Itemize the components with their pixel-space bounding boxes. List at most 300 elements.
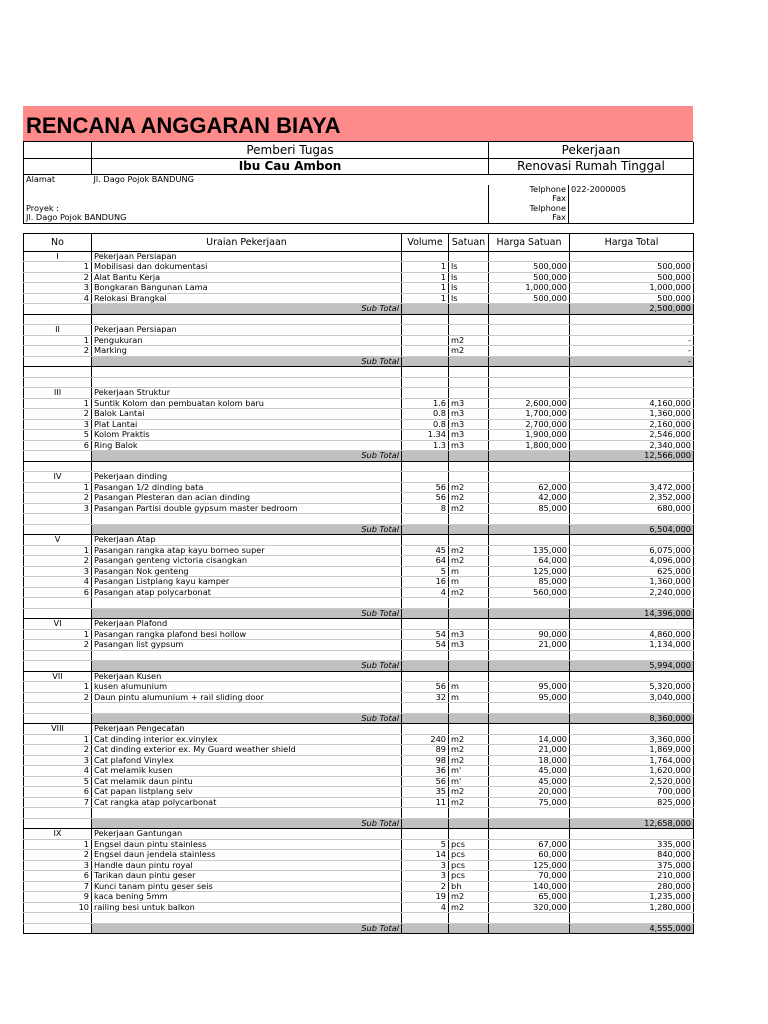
table-row — [24, 440, 694, 451]
cell-satuan — [449, 713, 489, 724]
item-harga-total: 2,546,000 — [570, 430, 694, 441]
empty-cell — [402, 598, 449, 609]
item-harga-satuan: 45,000 — [489, 766, 570, 777]
empty-cell — [24, 314, 92, 325]
cell-volume — [402, 251, 449, 262]
section-row — [24, 388, 694, 399]
item-harga-total: 500,000 — [570, 262, 694, 273]
item-harga-total: 1,235,000 — [570, 892, 694, 903]
item-volume: 54 — [402, 629, 449, 640]
item-description: Relokasi Brangkal — [92, 293, 402, 304]
cell-harga-satuan — [489, 325, 570, 336]
item-description: Daun pintu alumunium + rail sliding door — [92, 692, 402, 703]
item-description: Pasangan Partisi double gypsum master bedroom — [92, 503, 402, 514]
empty-cell — [92, 377, 402, 388]
empty-cell — [489, 377, 570, 388]
item-harga-total: 3,472,000 — [570, 482, 694, 493]
cell-no — [24, 818, 92, 829]
table-row — [24, 860, 694, 871]
item-harga-total: 280,000 — [570, 881, 694, 892]
item-satuan: m3 — [449, 640, 489, 651]
item-description: Pasangan Nok genteng — [92, 566, 402, 577]
item-satuan: m' — [449, 766, 489, 777]
item-description: Plat Lantai — [92, 419, 402, 430]
cell-no — [24, 923, 92, 934]
cell-harga-satuan — [489, 661, 570, 672]
item-satuan: m2 — [449, 734, 489, 745]
item-harga-total: 500,000 — [570, 272, 694, 283]
item-description: Pasangan Listplang kayu kamper — [92, 577, 402, 588]
empty-cell — [92, 598, 402, 609]
cell-harga-total — [570, 619, 694, 630]
item-volume — [402, 346, 449, 357]
telphone-label-2: Telphone — [489, 204, 569, 214]
table-row — [24, 629, 694, 640]
item-satuan: m2 — [449, 787, 489, 798]
item-volume: 35 — [402, 787, 449, 798]
subtotal-label: Sub Total — [92, 524, 402, 535]
cell-volume — [402, 535, 449, 546]
subtotal-row — [24, 608, 694, 619]
item-satuan: m3 — [449, 409, 489, 420]
item-satuan: pcs — [449, 850, 489, 861]
cell-harga-satuan — [489, 619, 570, 630]
item-harga-total: 1,360,000 — [570, 409, 694, 420]
cell-harga-satuan — [489, 524, 570, 535]
item-description: Pasangan Plesteran dan acian dinding — [92, 493, 402, 504]
item-harga-total: - — [570, 335, 694, 346]
item-number: 2 — [24, 556, 92, 567]
cell-harga-satuan — [489, 304, 570, 315]
empty-cell — [92, 514, 402, 525]
blank-row — [24, 808, 694, 819]
item-number: 3 — [24, 283, 92, 294]
item-harga-satuan: 67,000 — [489, 839, 570, 850]
section-number: IV — [24, 472, 92, 483]
item-number: 2 — [24, 745, 92, 756]
empty-cell — [489, 598, 570, 609]
cell-satuan — [449, 671, 489, 682]
item-volume: 98 — [402, 755, 449, 766]
item-number: 7 — [24, 881, 92, 892]
cell-harga-total — [570, 724, 694, 735]
item-harga-satuan: 85,000 — [489, 577, 570, 588]
item-volume: 14 — [402, 850, 449, 861]
empty-cell — [449, 650, 489, 661]
table-row — [24, 850, 694, 861]
item-satuan: m2 — [449, 482, 489, 493]
budget-table — [23, 233, 694, 935]
table-row — [24, 283, 694, 294]
item-number: 1 — [24, 839, 92, 850]
item-satuan: m2 — [449, 902, 489, 913]
table-row — [24, 755, 694, 766]
cell-harga-total — [570, 829, 694, 840]
item-harga-satuan: 1,700,000 — [489, 409, 570, 420]
item-harga-total: 625,000 — [570, 566, 694, 577]
table-row — [24, 776, 694, 787]
item-satuan: m2 — [449, 755, 489, 766]
cell-volume — [402, 661, 449, 672]
empty-cell — [570, 913, 694, 924]
table-row — [24, 787, 694, 798]
item-description: Cat melamik daun pintu — [92, 776, 402, 787]
cell-harga-satuan — [489, 251, 570, 262]
item-number: 6 — [24, 871, 92, 882]
budget-document — [23, 106, 693, 934]
item-harga-satuan: 1,000,000 — [489, 283, 570, 294]
item-number: 2 — [24, 409, 92, 420]
table-row — [24, 577, 694, 588]
subtotal-label: Sub Total — [92, 356, 402, 367]
subtotal-value: 2,500,000 — [570, 304, 694, 315]
section-title: Pekerjaan Persiapan — [92, 325, 402, 336]
item-description: Pasangan 1/2 dinding bata — [92, 482, 402, 493]
empty-cell — [489, 703, 570, 714]
item-satuan: m2 — [449, 346, 489, 357]
item-description: Marking — [92, 346, 402, 357]
cell-harga-total — [570, 472, 694, 483]
subtotal-label: Sub Total — [92, 923, 402, 934]
item-harga-satuan: 500,000 — [489, 293, 570, 304]
item-volume: 16 — [402, 577, 449, 588]
blank-row — [24, 377, 694, 388]
subtotal-label: Sub Total — [92, 713, 402, 724]
item-satuan: m3 — [449, 430, 489, 441]
item-description: Suntik Kolom dan pembuatan kolom baru — [92, 398, 402, 409]
cell-satuan — [449, 524, 489, 535]
item-harga-satuan: 125,000 — [489, 860, 570, 871]
subtotal-row — [24, 661, 694, 672]
section-title: Pekerjaan Persiapan — [92, 251, 402, 262]
item-volume: 2 — [402, 881, 449, 892]
cell-harga-satuan — [489, 829, 570, 840]
section-number: VII — [24, 671, 92, 682]
item-number: 2 — [24, 850, 92, 861]
item-harga-satuan: 2,600,000 — [489, 398, 570, 409]
item-harga-total: 700,000 — [570, 787, 694, 798]
fax-label-2: Fax — [489, 213, 569, 223]
empty-cell — [570, 314, 694, 325]
item-harga-satuan: 75,000 — [489, 797, 570, 808]
item-harga-satuan: 45,000 — [489, 776, 570, 787]
cell-volume — [402, 619, 449, 630]
document-title: RENCANA ANGGARAN BIAYA — [23, 106, 693, 142]
empty-cell — [449, 314, 489, 325]
section-number: V — [24, 535, 92, 546]
item-volume: 56 — [402, 482, 449, 493]
empty-cell — [570, 703, 694, 714]
table-row — [24, 682, 694, 693]
item-volume: 0.8 — [402, 409, 449, 420]
project-info-table — [23, 142, 694, 224]
table-row — [24, 272, 694, 283]
item-harga-satuan: 62,000 — [489, 482, 570, 493]
table-row — [24, 482, 694, 493]
subtotal-value: - — [570, 356, 694, 367]
item-description: Kolom Praktis — [92, 430, 402, 441]
item-satuan: m — [449, 682, 489, 693]
item-number: 5 — [24, 430, 92, 441]
subtotal-label: Sub Total — [92, 451, 402, 462]
cell-no — [24, 304, 92, 315]
item-harga-satuan: 60,000 — [489, 850, 570, 861]
item-description: Cat dinding exterior ex. My Guard weather shield — [92, 745, 402, 756]
item-harga-satuan: 90,000 — [489, 629, 570, 640]
proyek-value: Jl. Dago Pojok BANDUNG — [24, 213, 489, 223]
col-header-harga-total: Harga Total — [570, 233, 694, 251]
item-description: Cat papan listplang seiv — [92, 787, 402, 798]
empty-cell — [24, 598, 92, 609]
cell-satuan — [449, 388, 489, 399]
item-description: Pasangan list gypsum — [92, 640, 402, 651]
item-description: Kunci tanam pintu geser seis — [92, 881, 402, 892]
table-row — [24, 640, 694, 651]
col-header-uraian: Uraian Pekerjaan — [92, 233, 402, 251]
section-number: I — [24, 251, 92, 262]
pekerjaan-label: Pekerjaan — [489, 142, 694, 159]
item-harga-total: 6,075,000 — [570, 545, 694, 556]
empty-cell — [449, 514, 489, 525]
item-harga-total: 1,620,000 — [570, 766, 694, 777]
item-description: kaca bening 5mm — [92, 892, 402, 903]
item-description: railing besi untuk balkon — [92, 902, 402, 913]
item-description: kusen alumunium — [92, 682, 402, 693]
empty-cell — [402, 377, 449, 388]
cell-satuan — [449, 829, 489, 840]
empty-cell — [570, 367, 694, 378]
empty-cell — [489, 913, 570, 924]
item-harga-total: 3,040,000 — [570, 692, 694, 703]
section-number: VI — [24, 619, 92, 630]
item-volume: 8 — [402, 503, 449, 514]
item-description: Cat plafond Vinylex — [92, 755, 402, 766]
item-volume: 32 — [402, 692, 449, 703]
item-volume: 1 — [402, 293, 449, 304]
cell-harga-satuan — [489, 535, 570, 546]
item-volume: 1.6 — [402, 398, 449, 409]
telphone-value: 022-2000005 — [571, 184, 627, 194]
empty-cell — [489, 461, 570, 472]
item-number: 1 — [24, 335, 92, 346]
item-harga-total: 2,240,000 — [570, 587, 694, 598]
empty-cell — [24, 461, 92, 472]
cell-no — [24, 451, 92, 462]
item-satuan: pcs — [449, 871, 489, 882]
item-description: Ring Balok — [92, 440, 402, 451]
table-row — [24, 871, 694, 882]
item-description: Handle daun pintu royal — [92, 860, 402, 871]
item-volume: 45 — [402, 545, 449, 556]
item-harga-satuan — [489, 335, 570, 346]
cell-satuan — [449, 535, 489, 546]
item-volume: 1 — [402, 272, 449, 283]
col-header-volume: Volume — [402, 233, 449, 251]
cell-harga-total — [570, 251, 694, 262]
item-number: 7 — [24, 797, 92, 808]
subtotal-row — [24, 451, 694, 462]
item-description: Alat Bantu Kerja — [92, 272, 402, 283]
item-harga-total: 375,000 — [570, 860, 694, 871]
empty-cell — [92, 367, 402, 378]
subtotal-value: 4,555,000 — [570, 923, 694, 934]
item-number: 4 — [24, 766, 92, 777]
subtotal-label: Sub Total — [92, 608, 402, 619]
blank-row — [24, 650, 694, 661]
item-satuan: bh — [449, 881, 489, 892]
cell-volume — [402, 524, 449, 535]
item-harga-total: 4,096,000 — [570, 556, 694, 567]
empty-cell — [92, 461, 402, 472]
cell-harga-satuan — [489, 713, 570, 724]
section-row — [24, 472, 694, 483]
item-harga-satuan: 21,000 — [489, 745, 570, 756]
item-description: Engsel daun pintu stainless — [92, 839, 402, 850]
item-volume: 3 — [402, 871, 449, 882]
subtotal-row — [24, 923, 694, 934]
item-harga-satuan: 14,000 — [489, 734, 570, 745]
item-satuan: pcs — [449, 860, 489, 871]
table-row — [24, 346, 694, 357]
subtotal-row — [24, 356, 694, 367]
cell-satuan — [449, 356, 489, 367]
cell-harga-total — [570, 671, 694, 682]
section-row — [24, 325, 694, 336]
section-row — [24, 619, 694, 630]
item-number: 1 — [24, 262, 92, 273]
item-harga-total: 500,000 — [570, 293, 694, 304]
table-row — [24, 493, 694, 504]
item-number: 6 — [24, 587, 92, 598]
item-volume: 1 — [402, 283, 449, 294]
item-satuan: m3 — [449, 419, 489, 430]
cell-volume — [402, 671, 449, 682]
item-satuan: ls — [449, 262, 489, 273]
item-harga-total: 1,869,000 — [570, 745, 694, 756]
empty-cell — [402, 808, 449, 819]
item-volume: 1.34 — [402, 430, 449, 441]
item-number: 1 — [24, 682, 92, 693]
item-harga-satuan: 65,000 — [489, 892, 570, 903]
item-harga-satuan: 500,000 — [489, 272, 570, 283]
cell-volume — [402, 608, 449, 619]
item-description: Balok Lantai — [92, 409, 402, 420]
table-row — [24, 430, 694, 441]
cell-harga-satuan — [489, 608, 570, 619]
cell-satuan — [449, 923, 489, 934]
item-harga-satuan: 20,000 — [489, 787, 570, 798]
item-volume: 1 — [402, 262, 449, 273]
item-harga-total: 1,134,000 — [570, 640, 694, 651]
cell-volume — [402, 713, 449, 724]
item-satuan: m2 — [449, 493, 489, 504]
blank-row — [24, 314, 694, 325]
item-harga-satuan: 125,000 — [489, 566, 570, 577]
empty-cell — [24, 514, 92, 525]
item-satuan: m3 — [449, 440, 489, 451]
table-row — [24, 892, 694, 903]
section-number: III — [24, 388, 92, 399]
item-satuan: ls — [449, 283, 489, 294]
item-volume: 5 — [402, 839, 449, 850]
col-header-harga-satuan: Harga Satuan — [489, 233, 570, 251]
empty-cell — [449, 808, 489, 819]
item-number: 6 — [24, 787, 92, 798]
section-title: Pekerjaan Pengecatan — [92, 724, 402, 735]
subtotal-value: 5,994,000 — [570, 661, 694, 672]
item-volume: 3 — [402, 860, 449, 871]
item-number: 2 — [24, 272, 92, 283]
table-row — [24, 734, 694, 745]
table-row — [24, 545, 694, 556]
cell-no — [24, 524, 92, 535]
item-volume: 11 — [402, 797, 449, 808]
table-row — [24, 745, 694, 756]
item-number: 2 — [24, 346, 92, 357]
item-number: 3 — [24, 755, 92, 766]
empty-cell — [402, 650, 449, 661]
cell-satuan — [449, 304, 489, 315]
item-satuan: m — [449, 577, 489, 588]
item-harga-satuan: 95,000 — [489, 682, 570, 693]
empty-cell — [24, 808, 92, 819]
item-number: 1 — [24, 545, 92, 556]
item-number: 4 — [24, 577, 92, 588]
empty-cell — [570, 514, 694, 525]
blank-row — [24, 598, 694, 609]
cell-satuan — [449, 251, 489, 262]
empty-cell — [449, 377, 489, 388]
table-row — [24, 262, 694, 273]
item-harga-satuan: 1,900,000 — [489, 430, 570, 441]
subtotal-value: 12,566,000 — [570, 451, 694, 462]
telphone-label: Telphone — [489, 185, 569, 195]
table-row — [24, 881, 694, 892]
item-satuan: m2 — [449, 503, 489, 514]
blank-row — [24, 461, 694, 472]
item-number: 6 — [24, 440, 92, 451]
table-body — [24, 251, 694, 934]
empty-cell — [489, 514, 570, 525]
item-number: 2 — [24, 640, 92, 651]
section-number: IX — [24, 829, 92, 840]
cell-satuan — [449, 325, 489, 336]
item-number: 2 — [24, 692, 92, 703]
empty-cell — [24, 650, 92, 661]
empty-cell — [449, 703, 489, 714]
section-number: VIII — [24, 724, 92, 735]
item-satuan: m — [449, 566, 489, 577]
subtotal-label: Sub Total — [92, 818, 402, 829]
cell-no — [24, 608, 92, 619]
empty-cell — [402, 314, 449, 325]
item-description: Pasangan rangka atap kayu borneo super — [92, 545, 402, 556]
item-harga-total: 335,000 — [570, 839, 694, 850]
table-row — [24, 902, 694, 913]
item-number: 1 — [24, 482, 92, 493]
item-satuan: ls — [449, 272, 489, 283]
item-harga-satuan: 64,000 — [489, 556, 570, 567]
blank-row — [24, 703, 694, 714]
item-satuan: ls — [449, 293, 489, 304]
item-number: 5 — [24, 776, 92, 787]
item-number: 3 — [24, 566, 92, 577]
item-description: Tarikan daun pintu geser — [92, 871, 402, 882]
item-number: 1 — [24, 398, 92, 409]
client-name: Ibu Cau Ambon — [92, 159, 489, 175]
item-volume: 56 — [402, 493, 449, 504]
item-number: 3 — [24, 503, 92, 514]
